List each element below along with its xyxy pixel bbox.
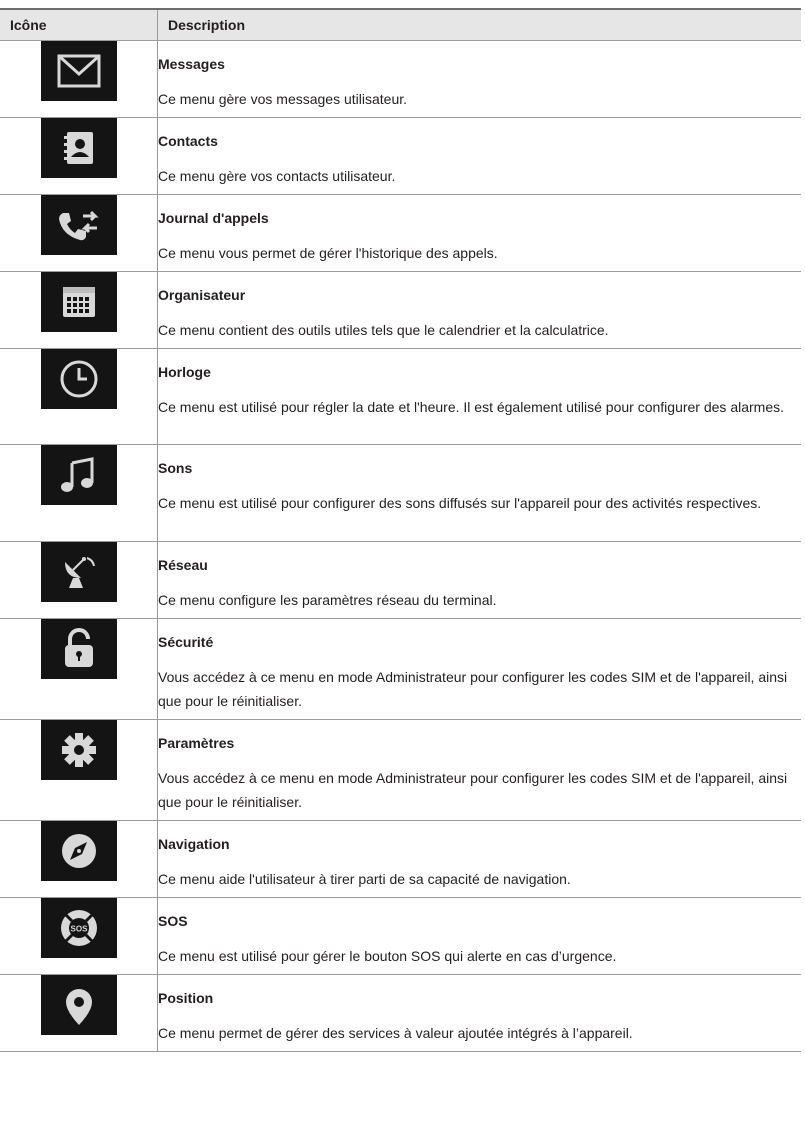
description-cell xyxy=(158,349,802,445)
contacts-icon xyxy=(41,118,117,178)
item-title: SOS xyxy=(158,913,188,929)
compass-icon xyxy=(41,821,117,881)
item-title: Paramètres xyxy=(158,735,235,751)
icon-cell xyxy=(0,619,158,720)
description-cell xyxy=(158,272,802,349)
description-cell xyxy=(158,195,802,272)
item-text: Vous accédez à ce menu en mode Administrateur pour configurer les codes SIM et de l'appareil, ainsi que pour le réinitialiser. xyxy=(158,669,788,709)
table-row xyxy=(0,445,801,542)
icon-cell xyxy=(0,195,158,272)
table-row xyxy=(0,118,801,195)
icon-cell xyxy=(0,349,158,445)
envelope-icon xyxy=(41,41,117,101)
calendar-icon xyxy=(41,272,117,332)
gear-icon xyxy=(41,720,117,780)
icon-cell xyxy=(0,41,158,118)
icon-cell xyxy=(0,898,158,975)
map-pin-icon xyxy=(41,975,117,1035)
item-title: Messages xyxy=(158,56,225,72)
description-cell xyxy=(158,975,802,1052)
table-row xyxy=(0,619,801,720)
table-row xyxy=(0,349,801,445)
description-cell xyxy=(158,898,802,975)
item-text: Ce menu vous permet de gérer l'historique des appels. xyxy=(158,245,498,261)
item-title: Position xyxy=(158,990,214,1006)
description-column-header: Description xyxy=(158,9,802,41)
menu-description-table xyxy=(0,8,801,1052)
sos-icon-label: SOS xyxy=(70,924,87,934)
item-text: Ce menu configure les paramètres réseau du terminal. xyxy=(158,592,497,608)
item-title: Contacts xyxy=(158,133,218,149)
icon-cell xyxy=(0,118,158,195)
table-row xyxy=(0,272,801,349)
icon-column-header: Icône xyxy=(0,9,158,41)
table-row xyxy=(0,542,801,619)
item-text: Vous accédez à ce menu en mode Administrateur pour configurer les codes SIM et de l'appareil, ainsi que pour le réinitialiser. xyxy=(158,770,788,810)
description-cell xyxy=(158,720,802,821)
item-text: Ce menu gère vos messages utilisateur. xyxy=(158,91,408,107)
icon-cell xyxy=(0,821,158,898)
description-cell xyxy=(158,619,802,720)
item-text: Ce menu est utilisé pour régler la date et l'heure. Il est également utilisé pour configurer des alarmes. xyxy=(158,399,785,415)
sos-lifebuoy-icon xyxy=(41,898,117,958)
icon-cell xyxy=(0,542,158,619)
item-text: Ce menu aide l'utilisateur à tirer parti de sa capacité de navigation. xyxy=(158,871,571,887)
item-text: Ce menu permet de gérer des services à valeur ajoutée intégrés à l’appareil. xyxy=(158,1025,633,1041)
item-title: Journal d'appels xyxy=(158,210,269,226)
satellite-dish-icon xyxy=(41,542,117,602)
icon-cell xyxy=(0,975,158,1052)
table-row xyxy=(0,898,801,975)
item-text: Ce menu est utilisé pour gérer le bouton SOS qui alerte en cas d’urgence. xyxy=(158,948,617,964)
item-text: Ce menu est utilisé pour configurer des sons diffusés sur l'appareil pour des activités respectives. xyxy=(158,495,762,511)
table-row xyxy=(0,41,801,118)
item-title: Organisateur xyxy=(158,287,246,303)
table-row xyxy=(0,975,801,1052)
icon-cell xyxy=(0,445,158,542)
clock-icon xyxy=(41,349,117,409)
description-cell xyxy=(158,118,802,195)
table-row xyxy=(0,821,801,898)
description-cell xyxy=(158,445,802,542)
description-cell xyxy=(158,821,802,898)
table-header-row xyxy=(0,9,801,41)
item-text: Ce menu gère vos contacts utilisateur. xyxy=(158,168,396,184)
item-title: Réseau xyxy=(158,557,208,573)
description-cell xyxy=(158,542,802,619)
description-cell xyxy=(158,41,802,118)
item-title: Horloge xyxy=(158,364,211,380)
table-row xyxy=(0,195,801,272)
item-title: Sécurité xyxy=(158,634,214,650)
icon-cell xyxy=(0,720,158,821)
unlocked-padlock-icon xyxy=(41,619,117,679)
music-note-icon xyxy=(41,445,117,505)
icon-cell xyxy=(0,272,158,349)
table-row xyxy=(0,720,801,821)
item-text: Ce menu contient des outils utiles tels que le calendrier et la calculatrice. xyxy=(158,322,609,338)
call-log-icon xyxy=(41,195,117,255)
item-title: Sons xyxy=(158,460,193,476)
item-title: Navigation xyxy=(158,836,230,852)
